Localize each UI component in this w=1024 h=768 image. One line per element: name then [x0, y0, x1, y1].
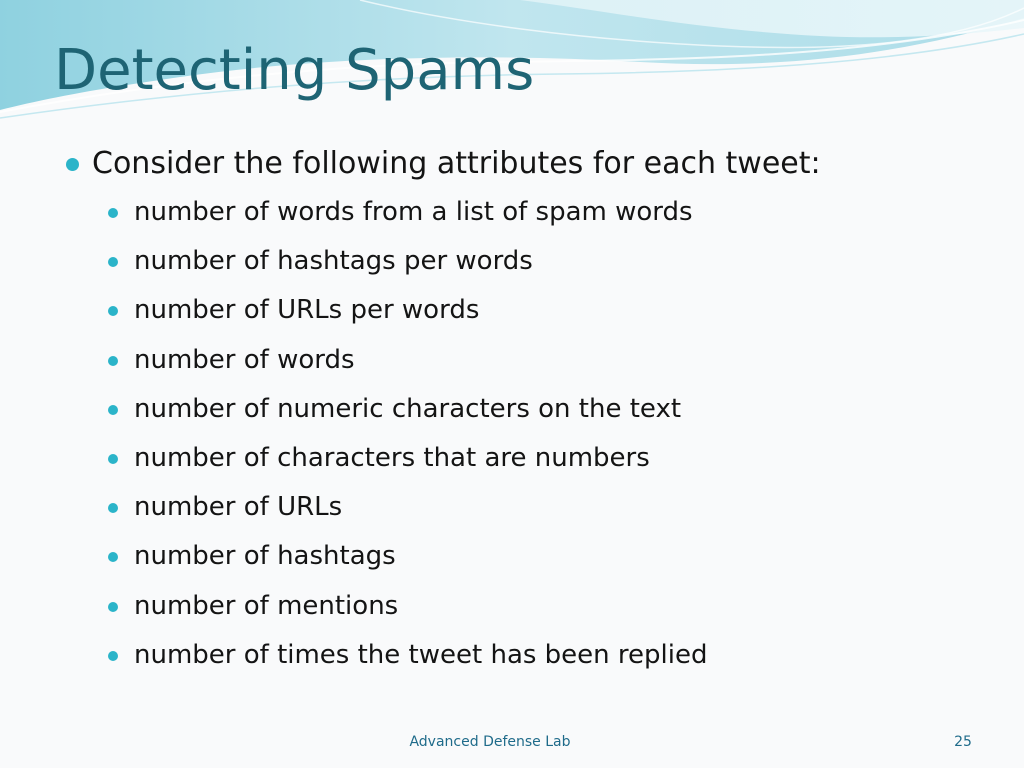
sub-bullet-dot-icon	[108, 306, 118, 316]
sub-bullet-text: number of hashtags	[134, 541, 396, 572]
sub-bullet-text: number of URLs	[134, 492, 343, 523]
sub-bullet-text: number of URLs per words	[134, 295, 480, 326]
sub-bullet-dot-icon	[108, 651, 118, 661]
sub-bullet-text: number of numeric characters on the text	[134, 393, 682, 424]
sub-bullet-item	[0, 286, 1024, 335]
bullet-dot-icon	[66, 158, 79, 171]
sub-bullet-dot-icon	[108, 454, 118, 464]
slide-title: Detecting Spams	[54, 38, 535, 103]
sub-bullet-dot-icon	[108, 552, 118, 562]
sub-bullet-text: number of words from a list of spam words	[134, 197, 693, 227]
sub-bullet-item	[0, 582, 1024, 631]
sub-bullet-text: number of characters that are numbers	[134, 442, 650, 473]
sub-bullet-item	[0, 483, 1024, 532]
sub-bullet-text: number of times the tweet has been replied	[134, 639, 708, 670]
sub-bullet-dot-icon	[108, 405, 118, 415]
bullet-list	[0, 140, 1024, 680]
sub-bullet-item	[0, 188, 1024, 237]
sub-bullet-item	[0, 385, 1024, 434]
bullet-item	[0, 140, 1024, 188]
bullet-text: Consider the following attributes for each tweet:	[92, 146, 821, 181]
sub-bullet-item	[0, 336, 1024, 385]
footer-text: Advanced Defense Lab	[409, 734, 571, 750]
sub-bullet-item	[0, 434, 1024, 483]
sub-bullet-dot-icon	[108, 503, 118, 513]
sub-bullet-group	[0, 188, 1024, 680]
sub-bullet-text: number of words	[134, 344, 355, 375]
sub-bullet-item	[0, 631, 1024, 680]
sub-bullet-list	[0, 188, 1024, 680]
sub-bullet-item	[0, 237, 1024, 286]
sub-bullet-text: number of hashtags per words	[134, 246, 533, 277]
sub-bullet-dot-icon	[108, 602, 118, 612]
sub-bullet-dot-icon	[108, 208, 118, 218]
sub-bullet-text: number of mentions	[134, 590, 399, 621]
sub-bullet-dot-icon	[108, 356, 118, 366]
sub-bullet-item	[0, 532, 1024, 581]
sub-bullet-dot-icon	[108, 257, 118, 267]
page-number: 25	[954, 734, 972, 750]
